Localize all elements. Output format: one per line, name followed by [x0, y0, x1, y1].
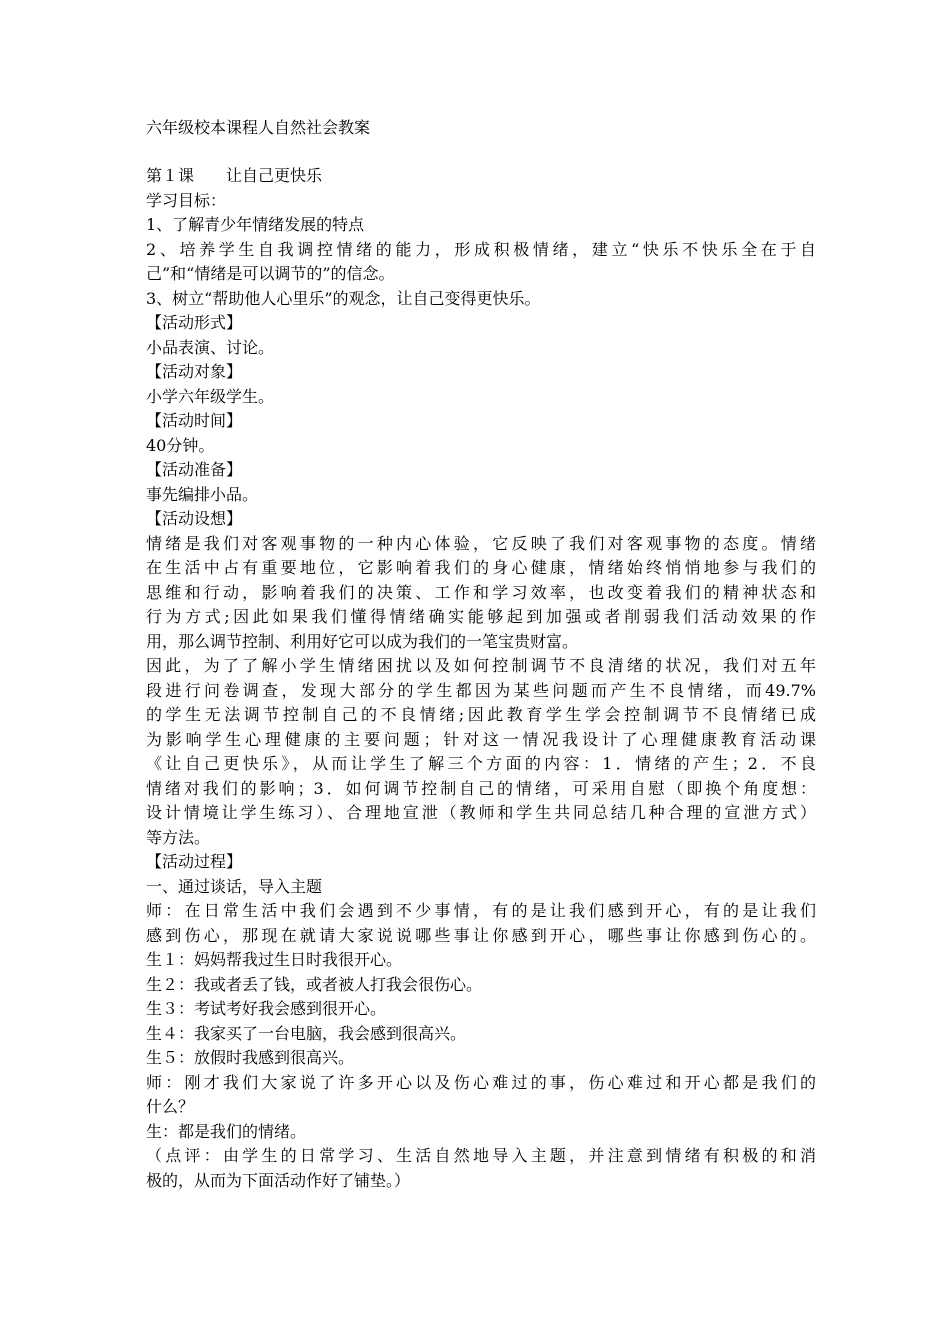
- survey-paragraph-line: 段进行问卷调查，发现大部分的学生都因为某些问题而产生不良情绪，而49.7%: [146, 680, 816, 700]
- survey-paragraph-line: 等方法。: [146, 827, 211, 847]
- prep-text: 事先编排小品。: [146, 484, 259, 504]
- survey-paragraph-line: 因此，为了了解小学生情绪困扰以及如何控制调节不良清绪的状况，我们对五年: [146, 656, 816, 675]
- form-text: 小品表演、讨论。: [146, 337, 275, 357]
- section-heading-prep: 【活动准备】: [146, 460, 243, 479]
- dialogue-line: 生３：考试考好我会感到很开心。: [146, 999, 387, 1018]
- section-heading-form: 【活动形式】: [146, 313, 243, 332]
- dialogue-line: 感到伤心，那现在就请大家说说哪些事让你感到开心，哪些事让你感到伤心的。: [146, 925, 816, 945]
- lesson-heading: 第１课 让自己更快乐: [146, 166, 323, 185]
- dialogue-line: 生５：放假时我感到很高兴。: [146, 1048, 355, 1067]
- section-heading-process: 【活动过程】: [146, 852, 243, 871]
- survey-paragraph-line: 《让自己更快乐》，从而让学生了解三个方面的内容：1．情绪的产生；2．不良: [146, 754, 816, 773]
- dialogue-line: 生：都是我们的情绪。: [146, 1121, 307, 1141]
- dialogue-line: 师：刚才我们大家说了许多开心以及伤心难过的事，伤心难过和开心都是我们的: [146, 1072, 816, 1092]
- target-text: 小学六年级学生。: [146, 386, 275, 406]
- comment-line: 极的，从而为下面活动作好了铺垫。）: [146, 1170, 411, 1190]
- goal-2-line-1: 2、培养学生自我调控情绪的能力，形成积极情绪，建立“快乐不快乐全在于自: [146, 239, 816, 259]
- dialogue-line: 什么？: [146, 1097, 195, 1116]
- document-page: [146, 116, 816, 1193]
- dialogue-line: 生２：我或者丢了钱，或者被人打我会很伤心。: [146, 974, 483, 994]
- survey-paragraph-line: 的学生无法调节控制自己的不良情绪;因此教育学生学会控制调节不良情绪已成: [146, 705, 816, 724]
- document-title: 六年级校本课程人自然社会教案: [146, 118, 371, 137]
- dialogue-line: 生１：妈妈帮我过生日时我很开心。: [146, 950, 403, 969]
- section-heading-target: 【活动对象】: [146, 362, 243, 381]
- idea-paragraph-line: 行为方式;因此如果我们懂得情绪确实能够起到加强或者削弱我们活动效果的作: [146, 607, 816, 626]
- section-heading-idea: 【活动设想】: [146, 509, 243, 528]
- section-heading-time: 【活动时间】: [146, 411, 243, 430]
- survey-paragraph-line: 情绪对我们的影响；3．如何调节控制自己的情绪，可采用自慰（即换个角度想：: [146, 778, 816, 798]
- idea-paragraph-line: 用，那么调节控制、利用好它可以成为我们的一笔宝贵财富。: [146, 631, 579, 651]
- idea-paragraph-line: 思维和行动，影响着我们的决策、工作和学习效率，也改变着我们的精神状态和: [146, 582, 816, 602]
- survey-paragraph-line: 为影响学生心理健康的主要问题；针对这一情况我设计了心理健康教育活动课: [146, 729, 816, 749]
- survey-paragraph-line: 设计情境让学生练习）、合理地宣泄（教师和学生共同总结几种合理的宣泄方式）: [146, 803, 816, 822]
- time-text: 40分钟。: [146, 435, 215, 455]
- learning-goals-label: 学习目标：: [146, 190, 227, 210]
- goal-2-line-2: 己”和“情绪是可以调节的”的信念。: [146, 264, 395, 283]
- idea-paragraph-line: 在生活中占有重要地位，它影响着我们的身心健康，情绪始终悄悄地参与我们的: [146, 558, 816, 577]
- idea-paragraph-line: 情绪是我们对客观事物的一种内心体验，它反映了我们对客观事物的态度。情绪: [146, 533, 816, 553]
- dialogue-line: 生４：我家买了一台电脑，我会感到很高兴。: [146, 1023, 467, 1043]
- goal-3: 3、树立“帮助他人心里乐”的观念，让自己变得更快乐。: [146, 288, 541, 308]
- step-1-heading: 一、通过谈话，导入主题: [146, 876, 323, 896]
- comment-line: （点评：由学生的日常学习、生活自然地导入主题，并注意到情绪有积极的和消: [146, 1146, 816, 1165]
- goal-1: 1、了解青少年情绪发展的特点: [146, 215, 365, 234]
- dialogue-line: 师：在日常生活中我们会遇到不少事情，有的是让我们感到开心，有的是让我们: [146, 901, 816, 920]
